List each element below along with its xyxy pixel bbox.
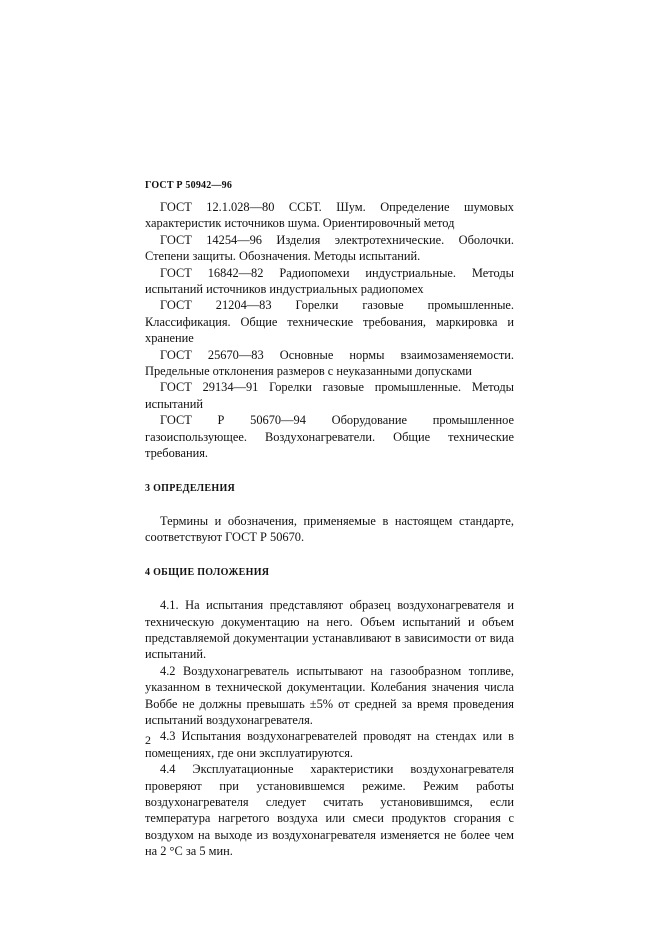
section-4-title: 4 ОБЩИЕ ПОЛОЖЕНИЯ <box>145 566 270 578</box>
section-4-paragraph: 4.2 Воздухонагреватель испытывают на газообразном топливе, указанном в технической документации. Колебания значения числа Воббе не должны превышать ±5% от средней за время проведения испытаний воздухонагревателя. <box>145 663 514 727</box>
section-4-paragraph: 4.3 Испытания воздухонагревателей проводят на стендах или в помещениях, где они эксплуатируются. <box>145 729 514 760</box>
reference-item: ГОСТ Р 50670—94 Оборудование промышленное газоиспользующее. Воздухонагреватели. Общие технические требования. <box>145 413 514 461</box>
reference-item: ГОСТ 25670—83 Основные нормы взаимозаменяемости. Предельные отклонения размеров с неуказанными допусками <box>145 347 514 379</box>
reference-item: ГОСТ 16842—82 Радиопомехи индустриальные. Методы испытаний источников индустриальных радиопомех <box>145 265 514 297</box>
page-number: 2 <box>145 733 151 747</box>
section-4-paragraph: 4.4 Эксплуатационные характеристики воздухонагревателя проверяют при установившемся режиме. Режим работы воздухонагревателя следует считать установившимся, если температура нагретого воздуха или смеси продуктов сгорания с воздухом на выходе из воздухонагревателя изменяется не более чем на 2 °С за 5 мин. <box>145 762 514 859</box>
reference-item: ГОСТ 29134—91 Горелки газовые промышленные. Методы испытаний <box>145 380 514 411</box>
references-list <box>145 199 514 462</box>
page-content <box>145 199 514 860</box>
section-4-paragraph: 4.1. На испытания представляют образец воздухонагревателя и техническую документацию на него. Объем испытаний и объем представляемой документации устанавливают в зависимости от вида испытаний. <box>145 598 514 662</box>
reference-item: ГОСТ 21204—83 Горелки газовые промышленные. Классификация. Общие технические требования, маркировка и хранение <box>145 298 514 346</box>
reference-item: ГОСТ 14254—96 Изделия электротехнические. Оболочки. Степени защиты. Обозначения. Методы испытаний. <box>145 232 514 264</box>
standard-code-header: ГОСТ Р 50942—96 <box>145 180 233 191</box>
reference-item: ГОСТ 12.1.028—80 ССБТ. Шум. Определение шумовых характеристик источников шума. Ориентировочный метод <box>145 200 514 231</box>
section-3-title: 3 ОПРЕДЕЛЕНИЯ <box>145 482 236 494</box>
section-3-text: Термины и обозначения, применяемые в настоящем стандарте, соответствуют ГОСТ Р 50670. <box>145 513 514 545</box>
